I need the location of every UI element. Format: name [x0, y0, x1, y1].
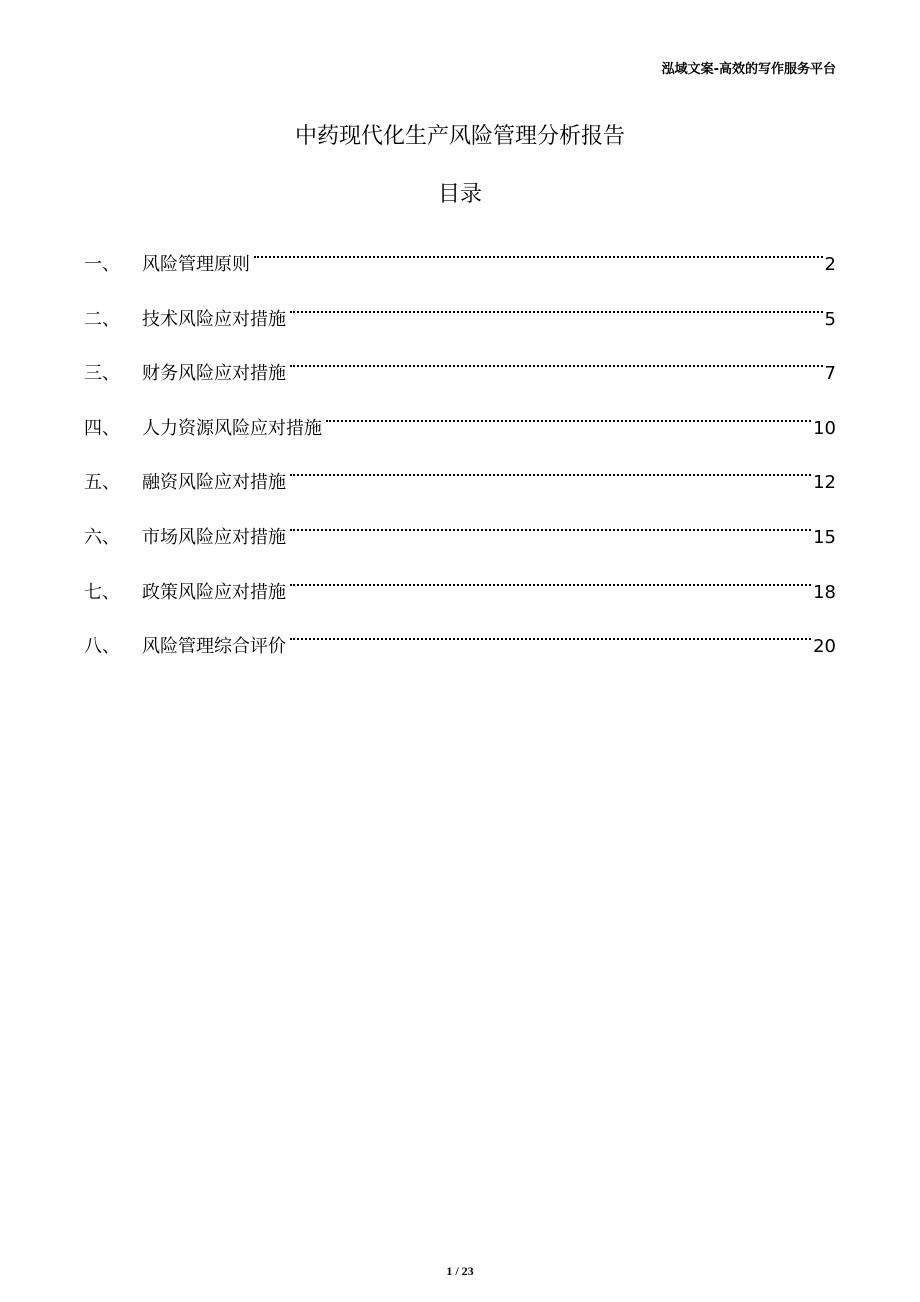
- toc-entry-page: 12: [813, 472, 836, 494]
- toc-dot-leader: [290, 505, 811, 543]
- toc-dot-leader: [290, 560, 811, 598]
- toc-entry-number: 五、: [84, 472, 120, 494]
- toc-entry-title: 融资风险应对措施: [142, 472, 286, 494]
- toc-entry-page: 20: [813, 636, 836, 658]
- toc-entry-title: 市场风险应对措施: [142, 526, 286, 548]
- toc-entry-number: 六、: [84, 526, 120, 548]
- toc-dot-leader: [290, 341, 823, 379]
- page-number-indicator: 1 / 23: [446, 1264, 474, 1278]
- toc-entry-5[interactable]: [84, 450, 836, 505]
- table-of-contents: [84, 232, 836, 669]
- toc-entry-8[interactable]: [84, 614, 836, 669]
- toc-entry-7[interactable]: [84, 560, 836, 615]
- toc-entry-page: 5: [824, 308, 836, 330]
- toc-entry-page: 2: [824, 254, 836, 275]
- toc-dot-leader: [290, 614, 811, 652]
- toc-entry-2[interactable]: [84, 287, 836, 342]
- toc-entry-title: 政策风险应对措施: [142, 581, 286, 603]
- toc-entry-page: 15: [813, 526, 836, 548]
- toc-entry-number: 八、: [84, 636, 120, 658]
- toc-heading: 目录: [437, 182, 482, 207]
- document-title: 中药现代化生产风险管理分析报告: [294, 124, 625, 149]
- toc-entry-page: 18: [813, 581, 836, 603]
- toc-entry-number: 一、: [84, 254, 120, 275]
- header-brand: 泓域文案-高效的写作服务平台: [661, 62, 836, 77]
- toc-dot-leader: [254, 232, 823, 270]
- toc-entry-4[interactable]: [84, 396, 836, 451]
- toc-entry-title: 风险管理原则: [142, 254, 250, 275]
- toc-entry-page: 7: [824, 363, 836, 385]
- toc-entry-title: 技术风险应对措施: [142, 308, 286, 330]
- toc-entry-1[interactable]: [84, 232, 836, 287]
- toc-entry-number: 三、: [84, 363, 120, 385]
- toc-dot-leader: [290, 450, 811, 488]
- toc-entry-3[interactable]: [84, 341, 836, 396]
- toc-entry-title: 财务风险应对措施: [142, 363, 286, 385]
- toc-entry-number: 四、: [84, 417, 120, 439]
- toc-entry-6[interactable]: [84, 505, 836, 560]
- toc-dot-leader: [326, 396, 811, 434]
- toc-entry-title: 风险管理综合评价: [142, 636, 286, 658]
- toc-entry-page: 10: [813, 417, 836, 439]
- toc-entry-number: 七、: [84, 581, 120, 603]
- toc-entry-number: 二、: [84, 308, 120, 330]
- toc-entry-title: 人力资源风险应对措施: [142, 417, 322, 439]
- toc-dot-leader: [290, 287, 823, 325]
